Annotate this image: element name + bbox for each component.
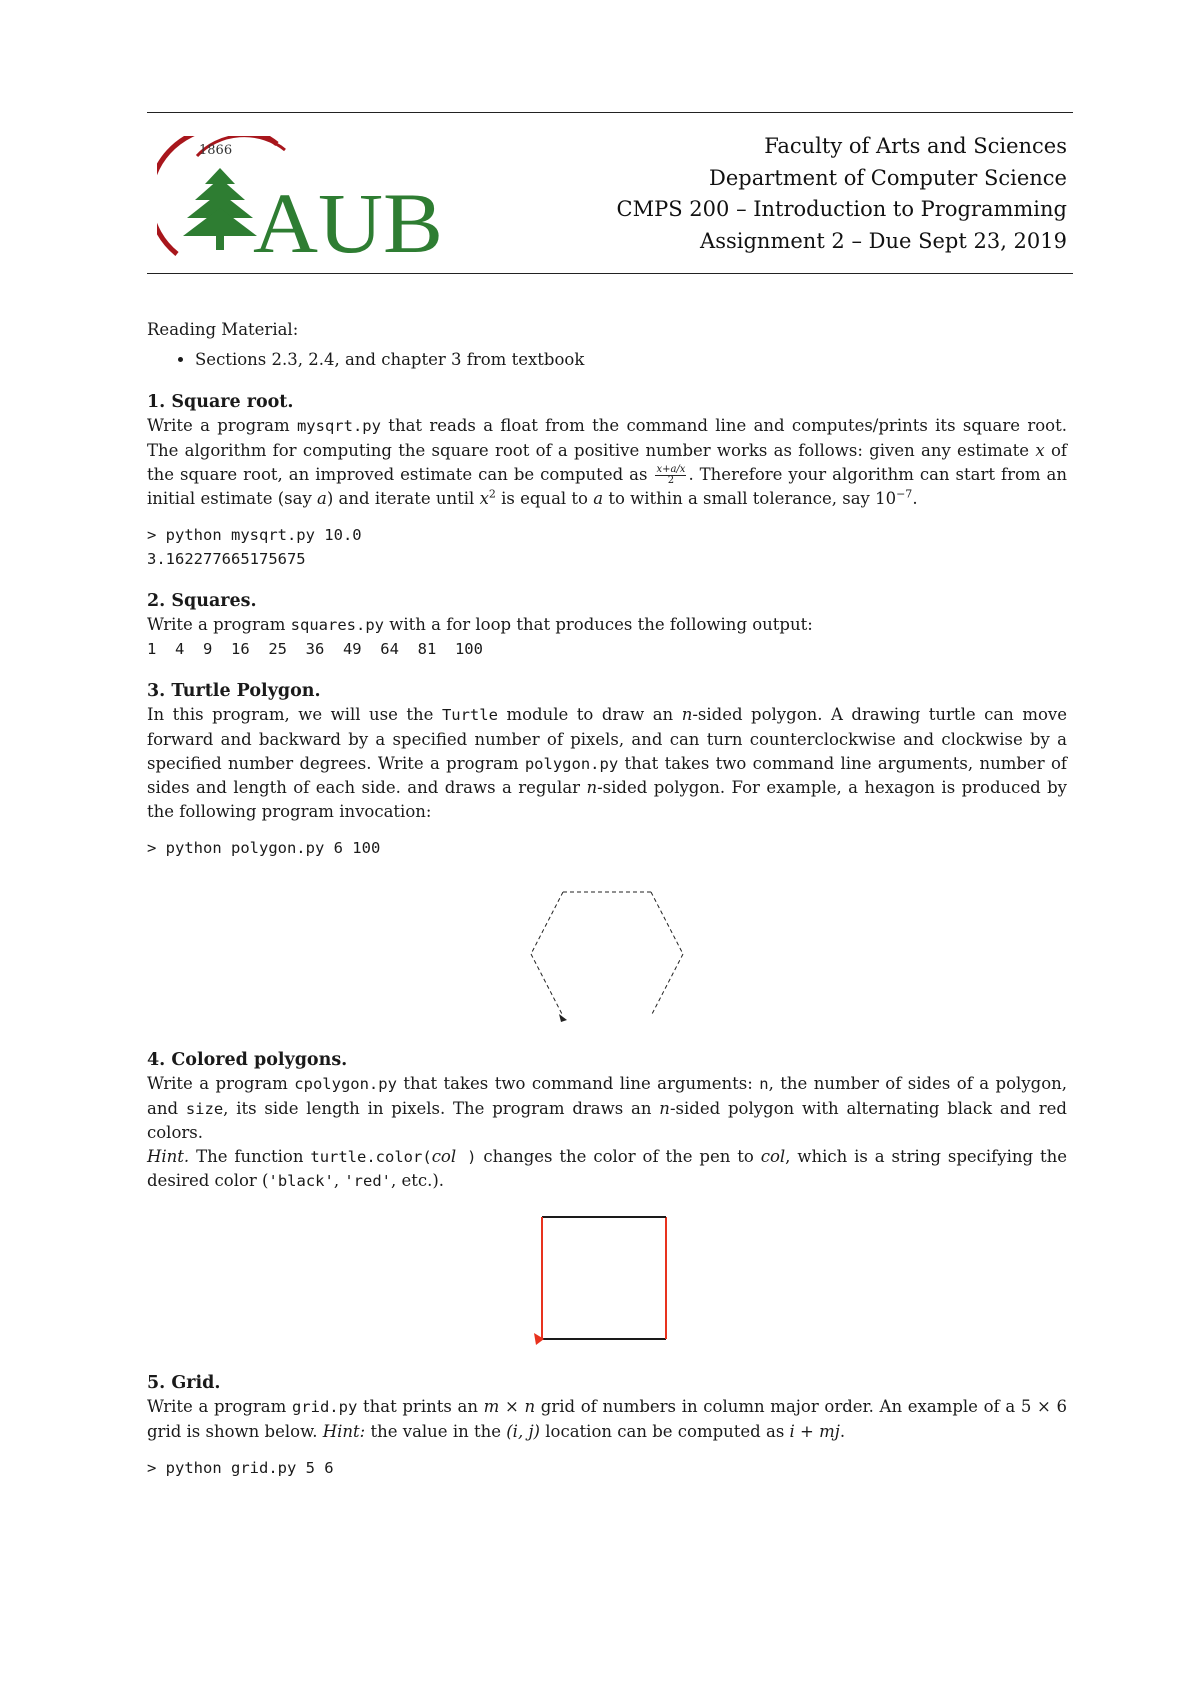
question-3-command: > python polygon.py 6 100 <box>147 839 381 858</box>
estimate-fraction: $\frac{x+a/x}{2}$ <box>656 463 686 486</box>
hexagon-drawing <box>517 882 697 1030</box>
hexagon-edge <box>531 892 563 954</box>
question-5 <box>147 1371 1067 1479</box>
filename-squares: squares.py <box>290 616 384 635</box>
department-name: Department of Computer Science <box>709 165 1067 190</box>
hexagon-figure <box>147 882 1067 1030</box>
aub-logo-graphic <box>157 136 457 264</box>
assignment-body <box>147 318 1067 1480</box>
question-1-text: Write a program mysqrt.py that reads a float from the command line and computes/prints its square root. The algorithm for computing the square root of a positive number works as follows: given any estimate x of the square root, an improved estimate can be computed as $\frac{x+a/x}{2}$ . Therefore your algorithm can start from an initial estimate (say a) and iterate until $x^2$ is equal to a to within a small tolerance, say $10^{-7}$. <box>147 416 1067 509</box>
question-2-title: 2. Squares. <box>147 591 257 612</box>
question-2 <box>147 589 1067 661</box>
question-4-text: Write a program cpolygon.py that takes two command line arguments: n, the number of sides of a polygon, and size, its side length in pixels. The program draws an n-sided polygon with alternating black and red colors. <box>147 1074 1068 1142</box>
square-drawing <box>532 1213 672 1349</box>
filename-mysqrt: mysqrt.py <box>296 417 381 436</box>
cedar-tree-icon <box>183 168 257 250</box>
question-3-title: 3. Turtle Polygon. <box>147 681 321 702</box>
logo-text: AUB <box>253 175 443 264</box>
reading-list <box>147 348 1067 372</box>
logo-year: 1866 <box>199 143 233 158</box>
question-2-output: 1 4 9 16 25 36 49 64 81 100 <box>147 640 483 659</box>
course-header <box>617 131 1067 257</box>
course-title: CMPS 200 – Introduction to Programming <box>616 197 1067 221</box>
question-2-text: Write a program squares.py with a for loop that produces the following output: <box>147 615 813 635</box>
question-1-command: > python mysqrt.py 10.0 <box>147 526 362 545</box>
question-1-output: 3.162277665175675 <box>147 550 306 569</box>
filename-polygon: polygon.py <box>524 754 619 773</box>
question-1 <box>147 390 1067 571</box>
faculty-name: Faculty of Arts and Sciences <box>764 134 1067 158</box>
reading-item: • Sections 2.3, 2.4, and chapter 3 from textbook <box>195 348 1067 372</box>
hexagon-edge <box>531 954 563 1016</box>
filename-cpolygon: cpolygon.py <box>294 1075 397 1094</box>
question-4-title: 4. Colored polygons. <box>147 1050 348 1071</box>
hexagon-edge <box>651 954 683 1016</box>
question-4 <box>147 1048 1067 1353</box>
question-5-title: 5. Grid. <box>147 1373 221 1394</box>
filename-grid: grid.py <box>291 1398 358 1417</box>
header-bottom-rule <box>147 273 1073 274</box>
turtle-arrow-icon <box>559 1014 567 1022</box>
header-top-rule <box>147 112 1073 113</box>
question-3 <box>147 679 1067 1030</box>
hexagon-edge <box>651 892 683 954</box>
assignment-title: Assignment 2 – Due Sept 23, 2019 <box>700 228 1067 253</box>
question-5-command: > python grid.py 5 6 <box>147 1458 334 1477</box>
question-3-text: In this program, we will use the Turtle module to draw an n-sided polygon. A drawing turtle can move forward and backward by a specified number of pixels, and can turn counterclockwise and clockwise by a specified number degrees. Write a program polygon.py that takes two command line arguments, number of sides and length of each side. and draws a regular n-sided polygon. For example, a hexagon is produced by the following program invocation: <box>147 705 1067 822</box>
reading-label: Reading Material: <box>147 320 299 339</box>
question-4-hint: Hint. The function turtle.color(col ) changes the color of the pen to col, which is a string specifying the desired color ('black', 'red', etc.). <box>147 1147 1068 1191</box>
question-5-text: Write a program grid.py that prints an m × n grid of numbers in column major order. An example of a 5 × 6 grid is shown below. Hint: the value in the (i, j) location can be computed as i + mj. <box>147 1397 1067 1441</box>
aub-logo <box>157 136 457 264</box>
module-turtle: Turtle <box>441 706 498 725</box>
square-figure <box>147 1213 1067 1353</box>
question-1-title: 1. Square root. <box>147 392 294 413</box>
